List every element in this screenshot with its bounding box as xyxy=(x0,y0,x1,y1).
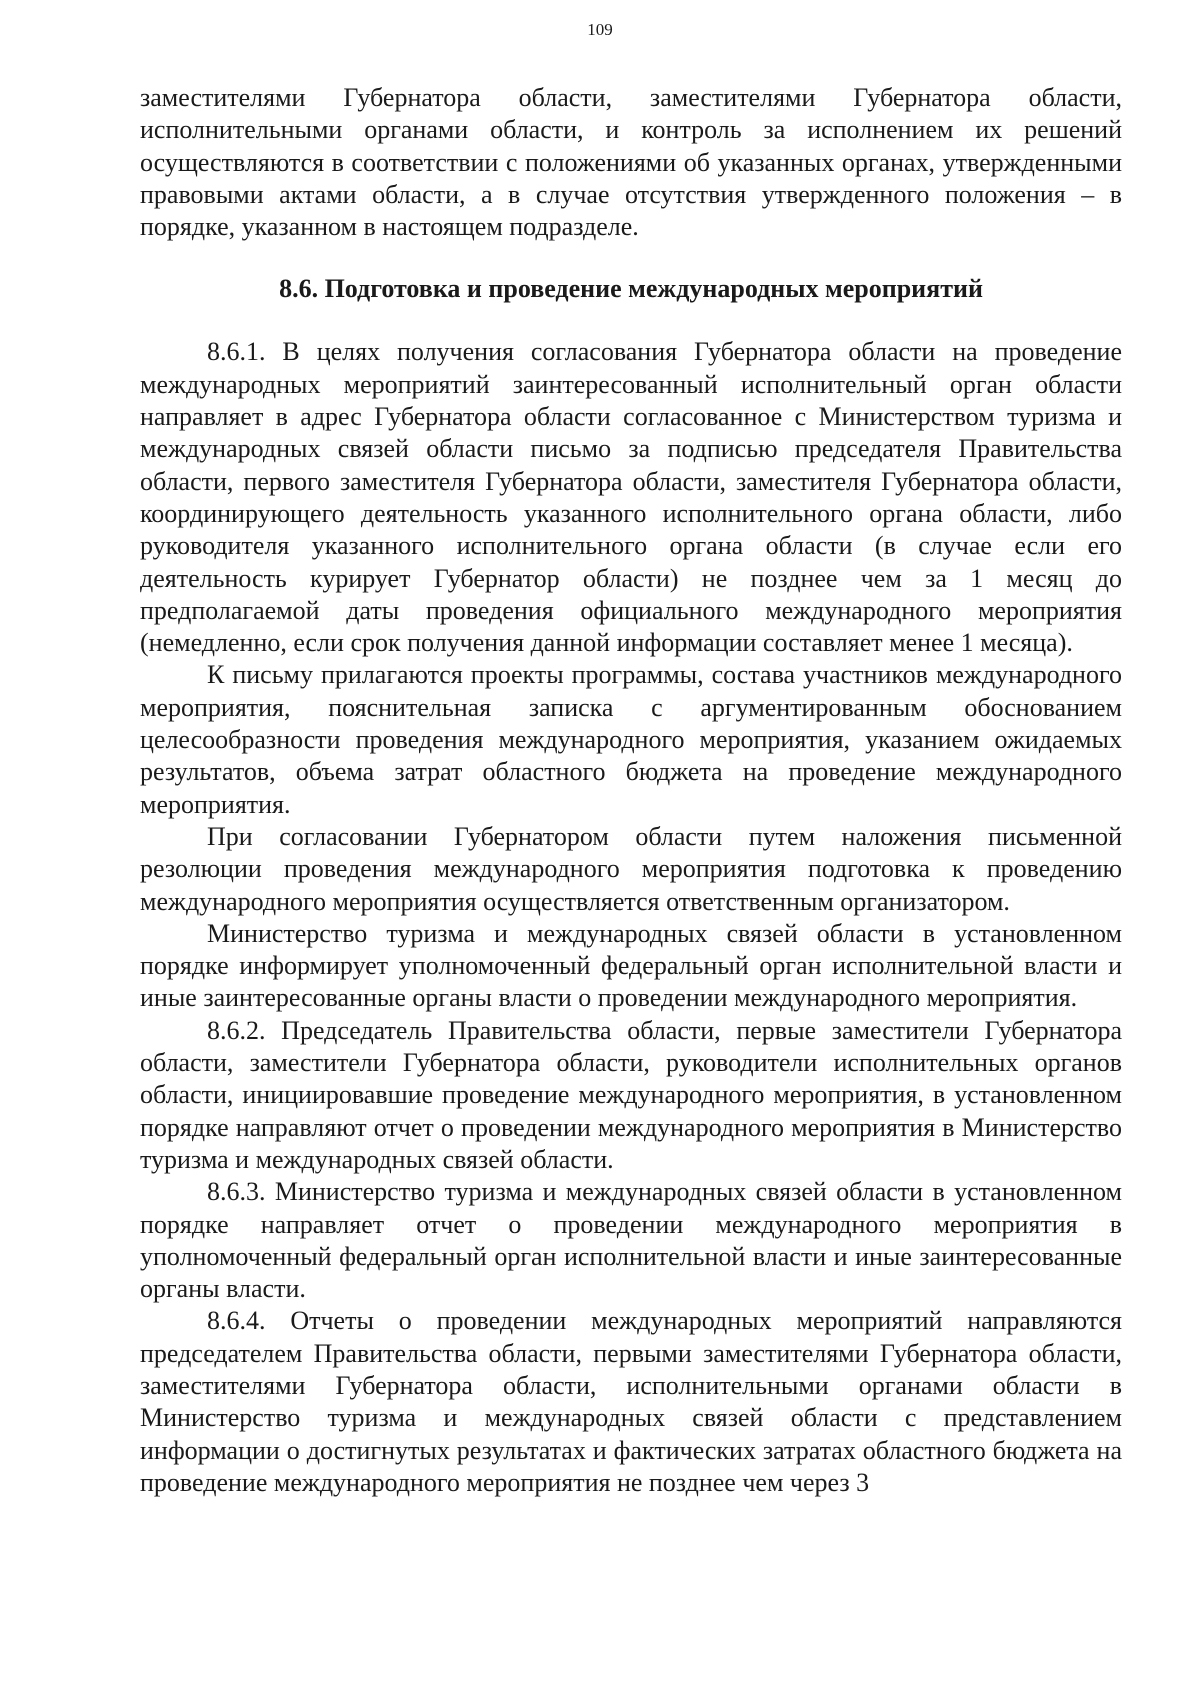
paragraph-approval: При согласовании Губернатором области путем наложения письменной резолюции проведения международного мероприятия подготовка к проведению международного мероприятия осуществляется ответственным организатором. xyxy=(140,821,1122,916)
paragraph-8-6-3: 8.6.3. Министерство туризма и международных связей области в установленном порядке направляет отчет о проведении международного мероприятия в уполномоченный федеральный орган исполнительной власти и иные заинтересованные органы власти. xyxy=(140,1177,1122,1304)
paragraph-intro: заместителями Губернатора области, заместителями Губернатора области, исполнительными органами области, и контроль за исполнением их решений осуществляются в соответствии с положениями об указанных органах, утвержденными правовыми актами области, а в случае отсутствия утвержденного положения – в порядке, указанном в настоящем подразделе. xyxy=(140,83,1122,242)
paragraph-8-6-4: 8.6.4. Отчеты о проведении международных мероприятий направляются председателем Правительства области, первыми заместителями Губернатора области, заместителями Губернатора области, исполнительными органами области в Министерство туризма и международных связей области с представлением информации о достигнутых результатах и фактических затратах областного бюджета на проведение международного мероприятия не позднее чем через 3 xyxy=(140,1306,1122,1497)
paragraph-attachments: К письму прилагаются проекты программы, состава участников международного мероприятия, пояснительная записка с аргументированным обоснованием целесообразности проведения международного мероприятия, указанием ожидаемых результатов, объема затрат областного бюджета на проведение международного мероприятия. xyxy=(140,660,1122,819)
page-number: 109 xyxy=(587,20,613,39)
section-title: 8.6. Подготовка и проведение международных мероприятий xyxy=(279,274,983,304)
document-body xyxy=(140,82,1122,1499)
paragraph-8-6-2: 8.6.2. Председатель Правительства области, первые заместители Губернатора области, заместители Губернатора области, руководители исполнительных органов области, инициировавшие проведение международного мероприятия, в установленном порядке направляют отчет о проведении международного мероприятия в Министерство туризма и международных связей области. xyxy=(140,1015,1122,1174)
paragraph-8-6-1: 8.6.1. В целях получения согласования Губернатора области на проведение международных мероприятий заинтересованный исполнительный орган области направляет в адрес Губернатора области согласованное с Министерством туризма и международных связей области письмо за подписью председателя Правительства области, первого заместителя Губернатора области, заместителя Губернатора области, координирующего деятельность указанного исполнительного органа области, либо руководителя указанного исполнительного органа области (в случае если его деятельность курирует Губернатор области) не позднее чем за 1 месяц до предполагаемой даты проведения официального международного мероприятия (немедленно, если срок получения данной информации составляет менее 1 месяца). xyxy=(140,337,1122,658)
paragraph-ministry: Министерство туризма и международных связей области в установленном порядке информирует уполномоченный федеральный орган исполнительной власти и иные заинтересованные органы власти о проведении международного мероприятия. xyxy=(140,918,1122,1013)
